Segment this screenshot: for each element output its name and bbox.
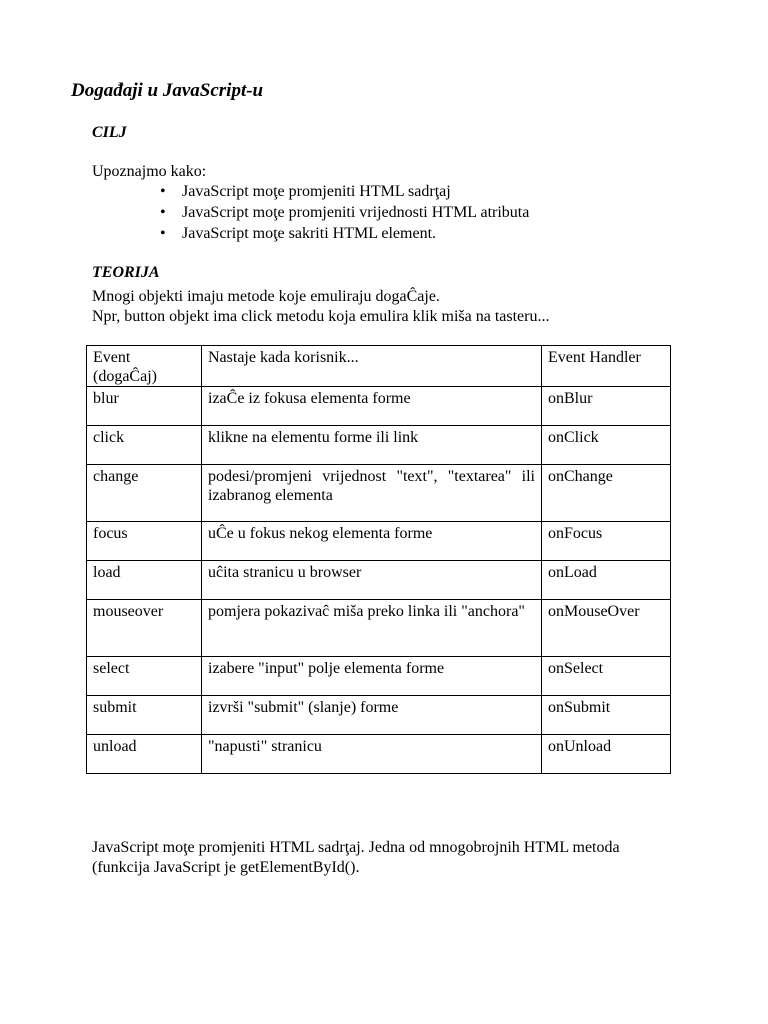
teorija-line-1: Mnogi objekti imaju metode koje emuliraju dogaĈaje. [92, 288, 440, 305]
header-description: Nastaje kada korisnik... [202, 346, 542, 387]
table-row [87, 387, 671, 426]
cell-handler: onBlur [542, 387, 671, 426]
footer-paragraph: JavaScript moţe promjeniti HTML sadrţaj. Jedna od mnogobrojnih HTML metoda (funkcija JavaScript je getElementById(). [92, 839, 620, 876]
cell-description: klikne na elementu forme ili link [202, 426, 542, 465]
bullet-item: • JavaScript moţe sakriti HTML element. [160, 223, 529, 244]
cilj-intro: Upoznajmo kako: [92, 163, 207, 180]
table-row [87, 465, 671, 522]
cell-description: "napusti" stranicu [202, 735, 542, 774]
cell-description: izaĈe iz fokusa elementa forme [202, 387, 542, 426]
cell-event: submit [87, 696, 202, 735]
cell-description: izabere "input" polje elementa forme [202, 657, 542, 696]
events-table [86, 345, 671, 774]
cell-event: load [87, 561, 202, 600]
table-row [87, 426, 671, 465]
table-row [87, 657, 671, 696]
cell-handler: onLoad [542, 561, 671, 600]
cell-event: change [87, 465, 202, 522]
cell-description: pomjera pokazivaĉ miša preko linka ili "anchora" [202, 600, 542, 657]
cell-description: uĉita stranicu u browser [202, 561, 542, 600]
cell-handler: onFocus [542, 522, 671, 561]
table-row [87, 561, 671, 600]
cilj-heading: CILJ [92, 124, 127, 141]
table-row [87, 696, 671, 735]
teorija-heading: TEORIJA [92, 264, 160, 281]
cell-event: focus [87, 522, 202, 561]
page-title: Događaji u JavaScript-u [71, 80, 264, 101]
teorija-line-2: Npr, button objekt ima click metodu koja emulira klik miša na tasteru... [92, 308, 550, 325]
cell-handler: onSelect [542, 657, 671, 696]
table-row [87, 600, 671, 657]
cell-handler: onChange [542, 465, 671, 522]
header-handler: Event Handler [542, 346, 671, 387]
cell-handler: onUnload [542, 735, 671, 774]
cell-description: podesi/promjeni vrijednost "text", "textarea" ili izabranog elementa [202, 465, 542, 522]
cell-event: mouseover [87, 600, 202, 657]
table-header-row [87, 346, 671, 387]
cell-event: select [87, 657, 202, 696]
table-row [87, 735, 671, 774]
bullet-item: • JavaScript moţe promjeniti HTML sadrţaj [160, 181, 529, 202]
header-event [87, 346, 202, 387]
table-row [87, 522, 671, 561]
bullet-item: • JavaScript moţe promjeniti vrijednosti HTML atributa [160, 202, 529, 223]
header-event-line1: Event [93, 349, 131, 366]
cell-event: click [87, 426, 202, 465]
cell-event: unload [87, 735, 202, 774]
cell-event: blur [87, 387, 202, 426]
cell-description: izvrši "submit" (slanje) forme [202, 696, 542, 735]
cell-handler: onSubmit [542, 696, 671, 735]
header-event-line2: (dogaĈaj) [93, 368, 157, 385]
cell-handler: onClick [542, 426, 671, 465]
cell-description: uĈe u fokus nekog elementa forme [202, 522, 542, 561]
cell-handler: onMouseOver [542, 600, 671, 657]
cilj-bullet-list [160, 181, 529, 244]
